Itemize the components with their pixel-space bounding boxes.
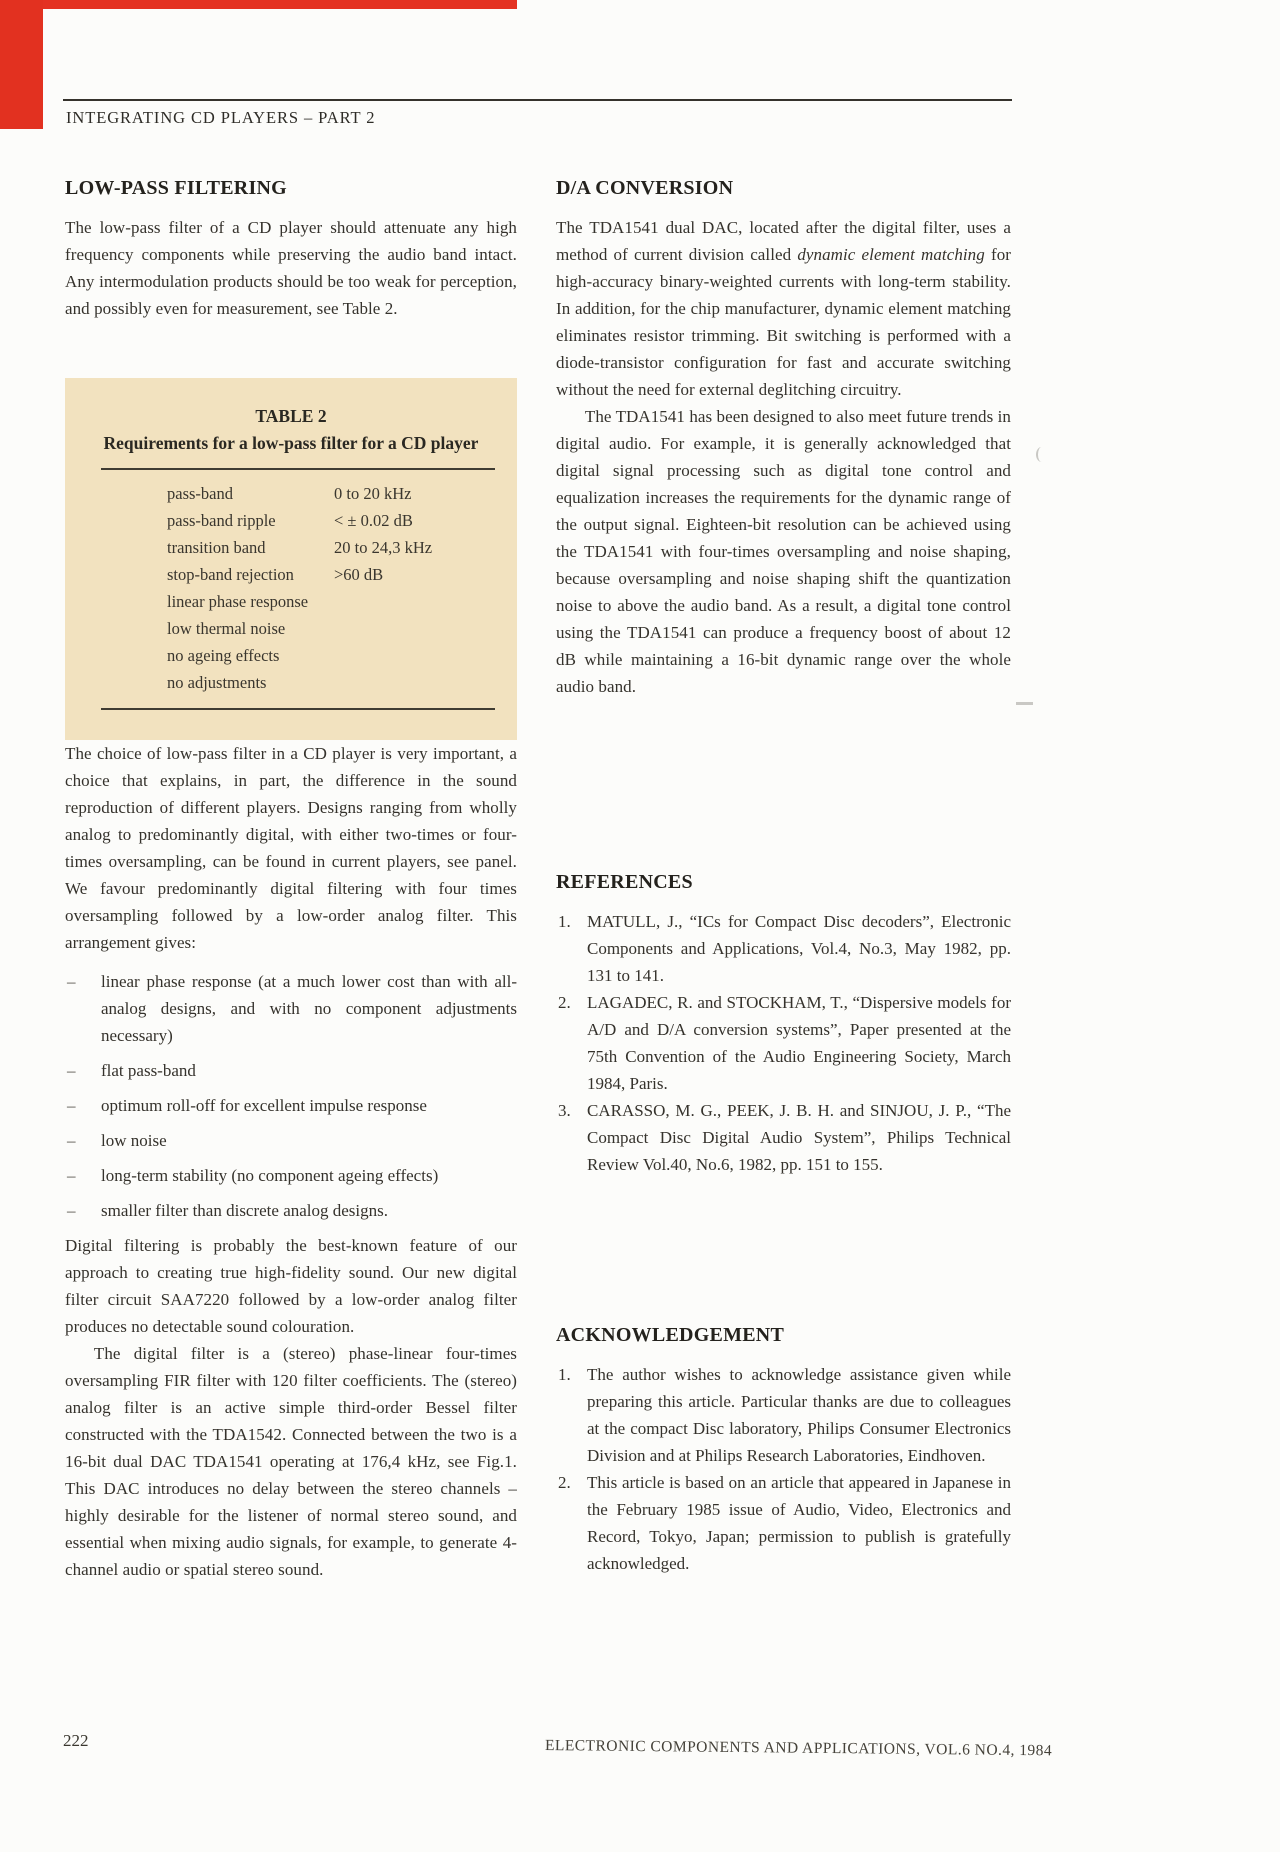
paragraph-low-pass-intro: The low-pass filter of a CD player should attenuate any high frequency components while preserving the audio band intact. Any intermodulation products should be too weak for perception, and possibly even for measurement, see Table 2.: [65, 218, 517, 318]
spec-value: [334, 642, 505, 669]
scan-red-edge-top: [0, 0, 517, 9]
dash-marker: –: [67, 1131, 76, 1150]
section-title-references: REFERENCES: [556, 871, 693, 893]
header-rule: [63, 99, 1012, 101]
table-row: [77, 561, 505, 588]
reference-item: [556, 989, 1011, 1097]
table-row: [77, 534, 505, 561]
spec-value: [334, 588, 505, 615]
reference-item: [556, 1097, 1011, 1178]
paragraph-digital-filtering: Digital filtering is probably the best-known feature of our approach to creating true high-fidelity sound. Our new digital filter circuit SAA7220 followed by a low-order analog filter produces no detectable sound colouration.: [65, 1236, 517, 1336]
table-row: [77, 588, 505, 615]
section-title-da-conversion: D/A CONVERSION: [556, 177, 734, 199]
list-item-text: flat pass-band: [101, 1061, 196, 1080]
table-row: [77, 669, 505, 696]
list-item: [65, 1092, 517, 1119]
table-row: [77, 480, 505, 507]
table2-subtitle: Requirements for a low-pass filter for a CD player: [103, 433, 479, 453]
paragraph-tda1541-future: The TDA1541 has been designed to also meet future trends in digital audio. For example, it is generally acknowledged that digital signal processing such as digital tone control and equalization increases the requirements for the dynamic range of the output signal. Eighteen-bit resolution can be achieved using the TDA1541 with four-times oversampling and noise shaping, because oversampling and noise shaping shift the quantization noise to above the audio band. As a result, a digital tone control using the TDA1541 can produce a frequency boost of about 12 dB while maintaining a 16-bit dynamic range over the whole audio band.: [556, 407, 1011, 696]
page-number: 222: [63, 1731, 89, 1750]
acknowledgement-text: The author wishes to acknowledge assistance given while preparing this article. Particular thanks are due to colleagues at the compact Disc laboratory, Philips Consumer Electronics Division and at Philips Research Laboratories, Eindhoven.: [587, 1365, 1011, 1465]
list-item: [65, 1127, 517, 1154]
dash-marker: –: [67, 1096, 76, 1115]
list-item: [65, 1162, 517, 1189]
journal-title-footer: ELECTRONIC COMPONENTS AND APPLICATIONS, VOL.6 NO.4, 1984: [544, 1737, 1053, 1760]
paragraph-tda1541-dac: [556, 214, 1011, 403]
reference-text: CARASSO, M. G., PEEK, J. B. H. and SINJOU, J. P., “The Compact Disc Digital Audio System”, Philips Technical Review Vol.40, No.6, 1982, pp. 151 to 155.: [587, 1101, 1011, 1174]
spec-label: low thermal noise: [167, 619, 286, 638]
spec-label: no adjustments: [167, 673, 267, 692]
list-item-text: optimum roll-off for excellent impulse response: [101, 1096, 427, 1115]
table2-panel: [65, 378, 517, 740]
dash-marker: –: [67, 1166, 76, 1185]
spec-value: [334, 669, 505, 696]
spec-value: 0 to 20 kHz: [334, 484, 412, 503]
table-row: [77, 615, 505, 642]
spec-label: no ageing effects: [167, 646, 280, 665]
spec-label: pass-band ripple: [167, 511, 276, 530]
list-item: [65, 1197, 517, 1224]
dash-marker: –: [67, 1061, 76, 1080]
right-column: [556, 160, 1011, 1577]
spec-value: < ± 0.02 dB: [334, 511, 413, 530]
list-item: [65, 1057, 517, 1084]
section-title-low-pass-filtering: LOW-PASS FILTERING: [65, 177, 287, 199]
table2-bottom-rule: [101, 708, 495, 710]
dash-marker: –: [67, 972, 76, 991]
reference-item: [556, 908, 1011, 989]
acknowledgement-number: 1.: [558, 1365, 571, 1384]
table2-rows: [77, 480, 505, 696]
reference-text: LAGADEC, R. and STOCKHAM, T., “Dispersive models for A/D and D/A conversion systems”, Paper presented at the 75th Convention of the Audio Engineering Society, March 1984, Paris.: [587, 993, 1011, 1093]
acknowledgement-number: 2.: [558, 1473, 571, 1492]
paragraph-digital-filter-detail: The digital filter is a (stereo) phase-linear four-times oversampling FIR filter with 120 filter coefficients. The (stereo) analog filter is an active simple third-order Bessel filter constructed with the TDA1542. Connected between the two is a 16-bit dual DAC TDA1541 operating at 176,4 kHz, see Fig.1. This DAC introduces no delay between the stereo channels – highly desirable for the listener of normal stereo sound, and essential when mixing audio signals, for example, to generate 4-channel audio or spatial stereo sound.: [65, 1344, 517, 1579]
table-row: [77, 642, 505, 669]
acknowledgement-item: [556, 1361, 1011, 1469]
scan-artifact-dash: [1016, 702, 1033, 705]
table2-top-rule: [101, 468, 495, 470]
references-list: [556, 908, 1011, 1178]
spec-label: linear phase response: [167, 592, 309, 611]
advantages-list: [65, 968, 517, 1224]
spec-value: [334, 615, 505, 642]
list-item-text: smaller filter than discrete analog designs.: [101, 1201, 389, 1220]
spec-label: pass-band: [167, 484, 233, 503]
scan-artifact-mark: [1036, 447, 1047, 462]
acknowledgement-item: [556, 1469, 1011, 1577]
scan-red-edge-corner: [0, 0, 43, 129]
paragraph-text: for high-accuracy binary-weighted currents with long-term stability. In addition, for the chip manufacturer, dynamic element matching eliminates resistor trimming. Bit switching is performed with a diode-transistor configuration for fast and accurate switching without the need for external deglitching circuitry.: [556, 245, 1011, 399]
paragraph-text: The TDA1541 dual DAC, located after the digital filter, uses a method of current division called: [556, 218, 1011, 264]
reference-number: 1.: [558, 912, 571, 931]
dash-marker: –: [67, 1201, 76, 1220]
spec-label: stop-band rejection: [167, 565, 294, 584]
list-item-text: linear phase response (at a much lower cost than with all-analog designs, and with no component adjustments necessary): [101, 972, 517, 1045]
reference-text: MATULL, J., “ICs for Compact Disc decoders”, Electronic Components and Applications, Vol.4, No.3, May 1982, pp. 131 to 141.: [587, 912, 1011, 985]
reference-number: 3.: [558, 1101, 571, 1120]
italic-term: dynamic element matching: [797, 245, 985, 264]
spec-value: >60 dB: [334, 565, 384, 584]
section-title-acknowledgement: ACKNOWLEDGEMENT: [556, 1324, 785, 1346]
reference-number: 2.: [558, 993, 571, 1012]
left-column: [65, 160, 517, 1583]
spec-value: 20 to 24,3 kHz: [334, 538, 433, 557]
table-row: [77, 507, 505, 534]
list-item-text: long-term stability (no component ageing effects): [101, 1166, 439, 1185]
acknowledgement-text: This article is based on an article that appeared in Japanese in the February 1985 issue of Audio, Video, Electronics and Record, Tokyo, Japan; permission to publish is gratefully acknowledged.: [587, 1473, 1011, 1573]
acknowledgement-list: [556, 1361, 1011, 1577]
paragraph-filter-choice: The choice of low-pass filter in a CD player is very important, a choice that explains, in part, the difference in the sound reproduction of different players. Designs ranging from wholly analog to predominantly digital, with either two-times or four-times oversampling, can be found in current players, see panel. We favour predominantly digital filtering with four times oversampling followed by a low-order analog filter. This arrangement gives:: [65, 744, 517, 952]
spec-label: transition band: [167, 538, 266, 557]
list-item-text: low noise: [101, 1131, 167, 1150]
table2-title: TABLE 2: [255, 406, 327, 426]
list-item: [65, 968, 517, 1049]
running-header: INTEGRATING CD PLAYERS – PART 2: [66, 108, 376, 127]
